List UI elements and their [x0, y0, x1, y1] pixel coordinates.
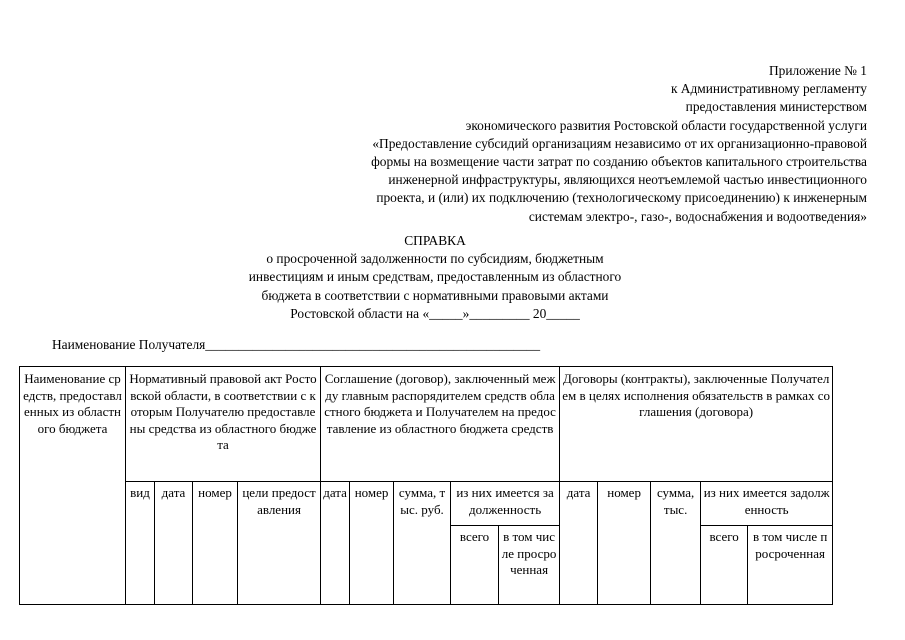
document-subtitle-line: бюджета в соответствии с нормативными правовыми актами	[261, 287, 609, 303]
header-contract-number: номер	[598, 482, 651, 605]
document-subtitle-line: инвестициям и иным средствам, предоставленным из областного	[248, 269, 622, 285]
header-agreement-debt-total: всего	[451, 526, 499, 605]
header-contract-sum: сумма, тыс.	[651, 482, 701, 605]
header-act-kind: вид	[126, 482, 155, 605]
header-contract-date: дата	[560, 482, 598, 605]
appendix-block	[247, 62, 867, 226]
header-agreement: Соглашение (договор), заключенный между главным распорядителем средств областного бюджета и Получателем на предоставление из областного бюджета средств	[321, 367, 560, 482]
header-agreement-number: номер	[350, 482, 394, 605]
appendix-line: системам электро-, газо-, водоснабжения и водоотведения»	[528, 208, 867, 224]
appendix-line: к Административному регламенту	[670, 81, 867, 97]
header-agreement-debt-overdue: в том числе просроченная	[499, 526, 560, 605]
appendix-line: экономического развития Ростовской области государственной услуги	[465, 117, 867, 133]
header-normative-act: Нормативный правовой акт Ростовской области, в соответствии с которым Получателю предоставлены средства из областного бюджета	[126, 367, 321, 482]
header-contract-debt-overdue: в том числе просроченная	[748, 526, 833, 605]
document-heading: СПРАВКА	[404, 233, 466, 248]
appendix-line: предоставления министерством	[685, 99, 867, 115]
document-subtitle-line: Ростовской области на «_____»_________ 20_____	[290, 305, 580, 321]
header-contract-debt-total: всего	[701, 526, 748, 605]
document-title-block	[110, 232, 760, 323]
header-act-date: дата	[155, 482, 193, 605]
appendix-line: проекта, и (или) их подключению (технологическому присоединению) к инженерным	[376, 190, 867, 206]
appendix-line: Приложение № 1	[768, 63, 867, 78]
recipient-name-line: Наименование Получателя__________________________________________________	[52, 337, 541, 352]
appendix-line: «Предоставление субсидий организациям независимо от их организационно-правовой	[372, 135, 867, 151]
debt-report-table	[19, 366, 833, 605]
header-agreement-debt: из них имеется задолженность	[451, 482, 560, 526]
header-agreement-sum: сумма, тыс. руб.	[394, 482, 451, 605]
document-subtitle-line: о просроченной задолженности по субсидиям, бюджетным	[266, 251, 604, 267]
header-contract-debt: из них имеется задолженность	[701, 482, 833, 526]
header-act-number: номер	[193, 482, 238, 605]
header-contracts: Договоры (контракты), заключенные Получателем в целях исполнения обязательств в рамках соглашения (договора)	[560, 367, 833, 482]
header-agreement-date: дата	[321, 482, 350, 605]
header-funds-name: Наименование средств, предоставленных из областного бюджета	[20, 367, 126, 605]
appendix-line: формы на возмещение части затрат по созданию объектов капитального строительства	[371, 154, 867, 170]
appendix-line: инженерной инфраструктуры, являющихся неотъемлемой частью инвестиционного	[388, 172, 867, 188]
header-act-purpose: цели предоставления	[238, 482, 321, 605]
